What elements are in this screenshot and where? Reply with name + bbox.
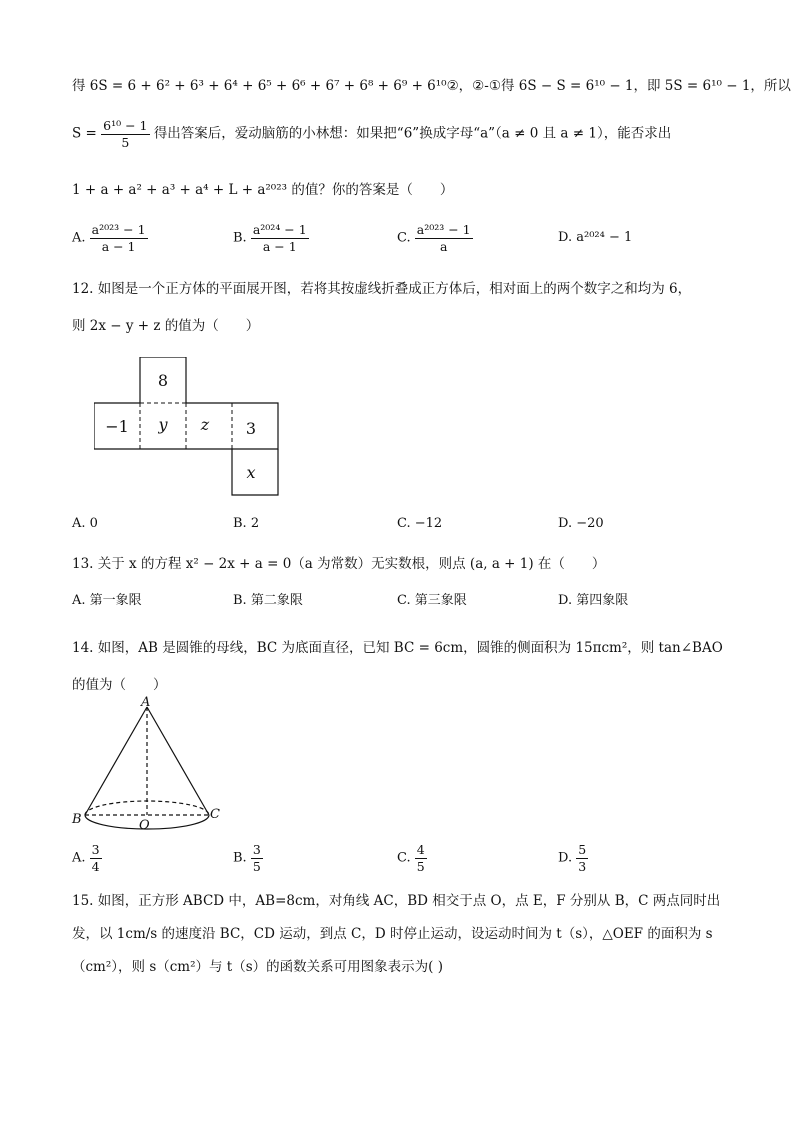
q15-line-3: （cm²），则 s（cm²）与 t（s）的函数关系可用图象表示为( ) — [72, 959, 443, 975]
fraction-numerator: 3 — [252, 842, 261, 857]
option-letter: C. — [397, 230, 411, 246]
q12-option-b[interactable]: B. 2 — [233, 516, 260, 531]
fraction-denominator: a − 1 — [262, 238, 297, 254]
q14-option-b[interactable] — [233, 842, 263, 874]
q14-option-a[interactable] — [72, 842, 102, 874]
q11-option-a[interactable] — [72, 222, 148, 254]
option-letter: C. — [397, 850, 411, 866]
cone-label-o: O — [139, 818, 150, 833]
option-letter: A. — [72, 230, 86, 246]
fraction-numerator: 5 — [578, 842, 587, 857]
q11-option-c[interactable] — [397, 222, 473, 254]
option-fraction — [90, 842, 102, 874]
option-letter: D. — [558, 230, 573, 245]
option-fraction — [90, 222, 148, 254]
q11-option-d[interactable] — [558, 230, 632, 245]
intro-line-2-text: 得出答案后，爱动脑筋的小林想：如果把“6”换成字母“a”（a ≠ 0 且 a ≠ 1），能否求出 — [153, 125, 672, 142]
q13-option-b[interactable]: B. 第二象限 — [233, 593, 303, 608]
option-fraction — [415, 222, 473, 254]
option-fraction — [415, 842, 427, 874]
q12-option-a[interactable]: A. 0 — [72, 516, 98, 531]
cone-drawing — [70, 697, 230, 837]
cube-face-top: 8 — [157, 370, 169, 390]
intro-line-3: 1 + a + a² + a³ + a⁴ + L + a²⁰²³ 的值？你的答案是（ ） — [72, 182, 454, 198]
option-letter: D. — [558, 850, 573, 866]
q12-line-1: 12. 如图是一个正方体的平面展开图，若将其按虚线折叠成正方体后，相对面上的两个数字之和均为 6， — [72, 281, 692, 297]
q14-option-c[interactable] — [397, 842, 427, 874]
cube-face-bottom: x — [246, 462, 256, 482]
cone-label-a: A — [141, 695, 151, 710]
cone-label-c: C — [210, 807, 220, 822]
cone-figure — [70, 697, 230, 837]
q12-option-d[interactable]: D. −20 — [558, 516, 604, 531]
fraction-numerator: a²⁰²³ − 1 — [91, 222, 146, 237]
fraction-denominator: a — [439, 238, 448, 254]
q13-option-c[interactable]: C. 第三象限 — [397, 593, 467, 608]
fraction-numerator: 3 — [91, 842, 100, 857]
s-fraction-denominator: 5 — [121, 134, 130, 150]
q13-line: 13. 关于 x 的方程 x² − 2x + a = 0（a 为常数）无实数根，则点 (a, a + 1) 在（ ） — [72, 556, 606, 572]
fraction-numerator: a²⁰²⁴ − 1 — [252, 222, 307, 237]
fraction-numerator: 4 — [416, 842, 425, 857]
q12-line-2: 则 2x − y + z 的值为（ ） — [72, 318, 260, 334]
cone-label-b: B — [72, 812, 82, 827]
q12-option-c[interactable]: C. −12 — [397, 516, 443, 531]
q14-line-1: 14. 如图，AB 是圆锥的母线，BC 为底面直径，已知 BC = 6cm，圆锥的侧面积为 15πcm²，则 tan∠BAO — [72, 640, 723, 656]
cube-face-1: −1 — [105, 416, 129, 436]
s-fraction-numerator: 6¹⁰ − 1 — [103, 118, 148, 133]
fraction-denominator: a − 1 — [101, 238, 136, 254]
cube-face-3: z — [200, 414, 210, 434]
fraction-denominator: 4 — [91, 858, 100, 874]
fraction-denominator: 3 — [578, 858, 587, 874]
q15-line-1: 15. 如图，正方形 ABCD 中，AB=8cm，对角线 AC，BD 相交于点 O，点 E，F 分别从 B，C 两点同时出 — [72, 893, 721, 909]
option-letter: A. — [72, 850, 86, 866]
fraction-denominator: 5 — [416, 858, 425, 874]
option-letter: B. — [233, 850, 247, 866]
option-text: a²⁰²⁴ − 1 — [576, 230, 633, 245]
cube-net — [94, 357, 280, 497]
option-fraction — [576, 842, 588, 874]
q14-option-d[interactable] — [558, 842, 588, 874]
q11-option-b[interactable] — [233, 222, 309, 254]
fraction-numerator: a²⁰²³ − 1 — [416, 222, 471, 237]
fraction-denominator: 5 — [252, 858, 261, 874]
cube-face-4: 3 — [245, 418, 257, 438]
s-label: S = — [72, 125, 97, 142]
option-fraction — [251, 842, 263, 874]
cube-face-2: y — [158, 414, 168, 434]
q13-option-d[interactable]: D. 第四象限 — [558, 593, 629, 608]
q13-option-a[interactable]: A. 第一象限 — [72, 593, 142, 608]
s-fraction — [101, 118, 149, 150]
q14-line-2: 的值为（ ） — [72, 677, 167, 693]
option-letter: B. — [233, 230, 247, 246]
q15-line-2: 发，以 1cm/s 的速度沿 BC，CD 运动，到点 C，D 时停止运动，设运动时间为 t（s），△OEF 的面积为 s — [72, 926, 713, 942]
option-fraction — [251, 222, 309, 254]
intro-line-2 — [72, 118, 671, 150]
intro-line-1: 得 6S = 6 + 6² + 6³ + 6⁴ + 6⁵ + 6⁶ + 6⁷ + 6⁸ + 6⁹ + 6¹⁰②，②-①得 6S − S = 6¹⁰ − 1，即 5S = 6¹⁰ − 1，所以 — [72, 78, 791, 94]
